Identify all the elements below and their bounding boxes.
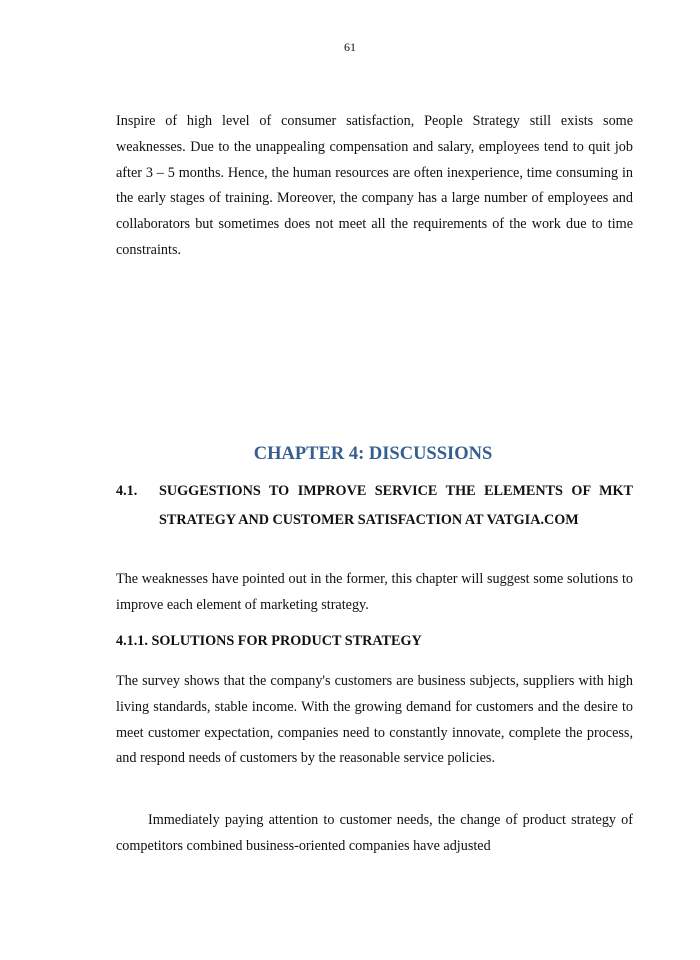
section-heading xyxy=(116,477,633,534)
section-intro-paragraph: The weaknesses have pointed out in the former, this chapter will suggest some solutions to improve each element of marketing strategy. xyxy=(116,571,633,613)
weakness-paragraph: Inspire of high level of consumer satisfaction, People Strategy still exists some weaknesses. Due to the unappealing compensation and salary, employees tend to quit job after 3 – 5 months. Hence, the human resources are often inexperience, time consuming in the early stages of training. Moreover, the company has a large number of employees and collaborators but sometimes does not meet all the requirements of the work due to time constraints. xyxy=(116,113,633,258)
page-number: 61 xyxy=(344,40,356,54)
closing-paragraph: Immediately paying attention to customer needs, the change of product strategy of competitors combined business-oriented companies have adjusted xyxy=(116,812,633,854)
chapter-title: CHAPTER 4: DISCUSSIONS xyxy=(253,444,493,464)
section-number: 4.1. xyxy=(116,483,138,499)
section-title: SUGGESTIONS TO IMPROVE SERVICE THE ELEMENTS OF MKT STRATEGY AND CUSTOMER SATISFACTION AT VATGIA.COM xyxy=(159,483,633,528)
survey-paragraph: The survey shows that the company's customers are business subjects, suppliers with high living standards, stable income. With the growing demand for customers and the desire to meet customer expectation, companies need to constantly innovate, complete the process, and respond needs of customers by the reasonable service policies. xyxy=(116,673,633,767)
subsection-heading: 4.1.1. SOLUTIONS FOR PRODUCT STRATEGY xyxy=(116,633,422,649)
